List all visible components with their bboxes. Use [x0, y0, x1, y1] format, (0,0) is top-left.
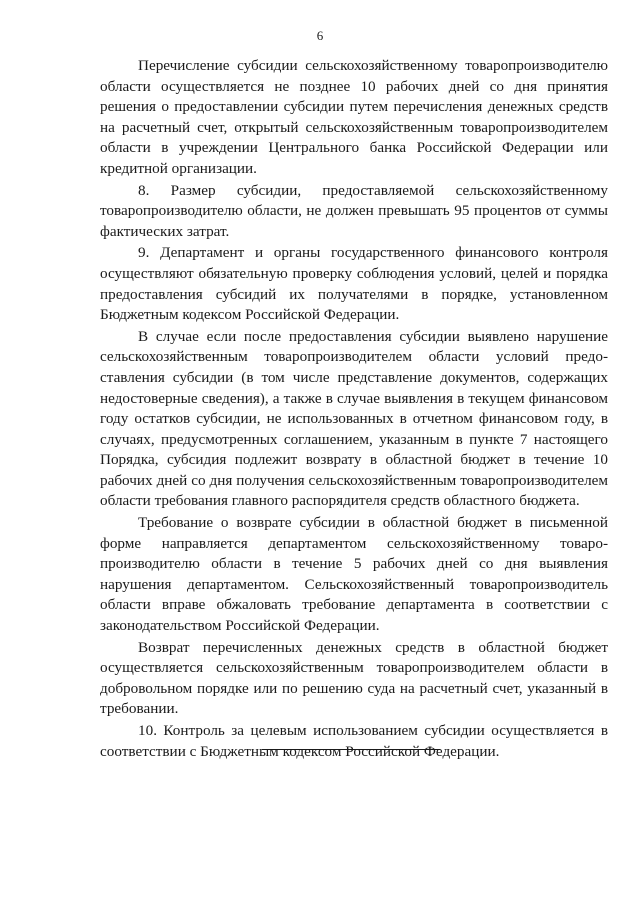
paragraph-refund-procedure: Возврат перечисленных денежных средств в областной бюджет осуществляется сельскохозяйственным товаропроизводителем области в добровольном порядке или по решению суда на расчетный счет, указанный в требовании. — [100, 638, 608, 718]
paragraph-violation-refund: В случае если после предоставления субсидии выявлено нарушение сельскохозяйственным товаропроизводителем области условий предоставления субсидии (в том числе представление документов, содержащих недостоверные сведения), а также в случае выявления в текущем финансовом году остатков субсидии, не использованных в отчетном финансовом году, в случаях, предусмотренных соглашением, указанным в пункте 7 настоящего Порядка, субсидия подлежит возврату в областной бюджет в течение 10 рабочих дней со дня получения сельскохозяйственным товаропроизводителем области требования главного распорядителя средств областного бюджета. — [100, 327, 608, 510]
paragraph-item-9-compliance-check: 9. Департамент и органы государственного финансового контроля осуществляют обязательную проверку соблюдения условий, целей и порядка предоставления субсидий их получателями в порядке, установленном Бюджетным кодексом Российской Федерации. — [100, 244, 608, 324]
paragraph-subsidy-transfer: Перечисление субсидии сельскохозяйственному товаропроизводителю области осуществляется не позднее 10 рабочих дней со дня принятия решения о предоставлении субсидии путем перечисления денежных средств на расчетный счет, открытый сельскохозяйственным товаропроизводителем области в учреждении Центрального банка Российской Федерации или кредитной организации. — [100, 57, 608, 177]
end-of-document-rule — [262, 749, 440, 750]
page-number: 6 — [316, 28, 324, 43]
paragraph-refund-demand: Требование о возврате субсидии в областной бюджет в письменной форме направляется департаментом сельскохозяйственному товаропроизводителю области в течение 5 рабочих дней со дня выявления нарушения департаментом. Сельскохозяйственный товаропроизводитель области вправе обжаловать требование департамента в соответствии с законодательством Российской Федерации. — [100, 514, 608, 635]
document-body — [100, 56, 608, 763]
paragraph-item-10-control: 10. Контроль за целевым использованием субсидии осуществляется в соответствии с Бюджетным кодексом Российской Федерации. — [100, 722, 608, 760]
paragraph-item-8-subsidy-amount: 8. Размер субсидии, предоставляемой сельскохозяйственному товаропроизводителю области, не должен превышать 95 процентов от суммы фактических затрат. — [100, 181, 608, 240]
